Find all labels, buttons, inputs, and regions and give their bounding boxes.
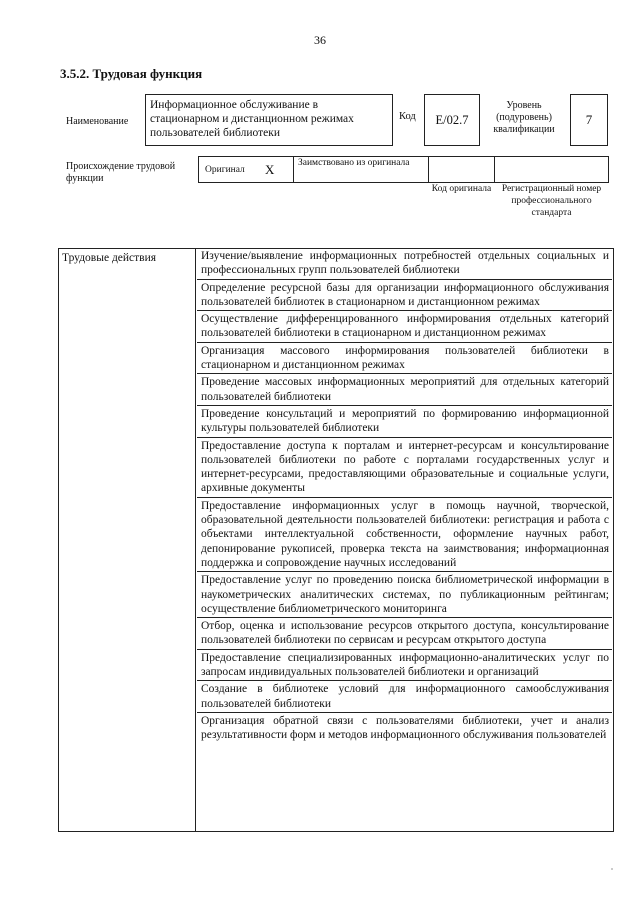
original-mark: X <box>265 162 275 177</box>
name-label: Наименование <box>66 116 129 127</box>
scan-speck <box>611 868 613 870</box>
labor-action-item: Изучение/выявление информационных потребностей отдельных социальных и профессиональных групп пользователей библиотеки <box>197 248 612 280</box>
qualification-level-label: Уровень (подуровень) квалификации <box>493 100 555 135</box>
labor-action-item: Отбор, оценка и использование ресурсов открытого доступа, консультирование пользователей библиотеки по сервисам и ресурсам открытого доступа <box>197 618 612 650</box>
labor-action-item: Организация массового информирования пользователей библиотеки в стационарном и дистанционном режимах <box>197 343 612 375</box>
reg-number-caption: Регистрационный номер профессионального стандарта <box>501 184 602 218</box>
labor-actions-list <box>197 248 612 744</box>
qualification-level-value: 7 <box>570 94 608 146</box>
labor-action-item: Определение ресурсной базы для организации информационного обслуживания пользователей библиотек в стационарном и дистанционном режимах <box>197 280 612 312</box>
labor-action-item: Организация обратной связи с пользователями библиотеки, учет и анализ результативности форм и методов информационного обслуживания пользователей <box>201 714 609 742</box>
section-title: 3.5.2. Трудовая функция <box>60 66 203 81</box>
origin-original-cell <box>198 156 294 183</box>
labor-action-item: Предоставление услуг по проведению поиска библиометрической информации в наукометрических аналитических системах, по публикационным рейтингам; осуществление библиометрического мониторинга <box>197 572 612 618</box>
labor-action-item: Проведение консультаций и мероприятий по формированию информационной культуры пользователей библиотеки <box>197 406 612 438</box>
borrowed-label: Заимствовано из оригинала <box>298 158 410 168</box>
page-number: 36 <box>314 33 326 47</box>
code-original-caption: Код оригинала <box>431 184 492 194</box>
labor-action-item: Предоставление информационных услуг в помощь научной, творческой, образовательной деятельности пользователей библиотеки: регистрация и работа с объектами интеллектуальной собственности, оформление научных работ, депонирование рукописей, проверка текста на заимствования; информационная поддержка и сопровождение научных исследований <box>197 498 612 572</box>
function-name-value: Информационное обслуживание в стационарном и дистанционном режимах пользователей библиотеки <box>145 94 393 146</box>
code-label: Код <box>399 111 416 122</box>
table-column-divider <box>195 248 196 832</box>
origin-code-cell <box>428 156 495 183</box>
labor-action-item: Предоставление доступа к порталам и интернет-ресурсам и консультирование пользователей библиотеки по работе с порталами государственных услуг и интернет-ресурсами, предоставляющими образовательные и социальные услуги, архивные документы <box>197 438 612 498</box>
original-label: Оригинал <box>205 165 245 175</box>
labor-actions-label: Трудовые действия <box>62 252 157 264</box>
origin-reg-number-cell <box>494 156 609 183</box>
labor-action-item: Создание в библиотеке условий для информационного самообслуживания пользователей библиотеки <box>197 681 612 713</box>
function-code-value: E/02.7 <box>424 94 480 146</box>
origin-borrowed-cell <box>293 156 429 183</box>
origin-label: Происхождение трудовой функции <box>66 161 176 184</box>
labor-action-item: Предоставление специализированных информационно-аналитических услуг по запросам индивидуальных пользователей библиотеки и организаций <box>197 650 612 682</box>
labor-action-item: Проведение массовых информационных мероприятий для отдельных категорий пользователей библиотеки <box>197 374 612 406</box>
labor-action-item: Осуществление дифференцированного информирования отдельных категорий пользователей библиотеки в стационарном и дистанционном режимах <box>197 311 612 343</box>
